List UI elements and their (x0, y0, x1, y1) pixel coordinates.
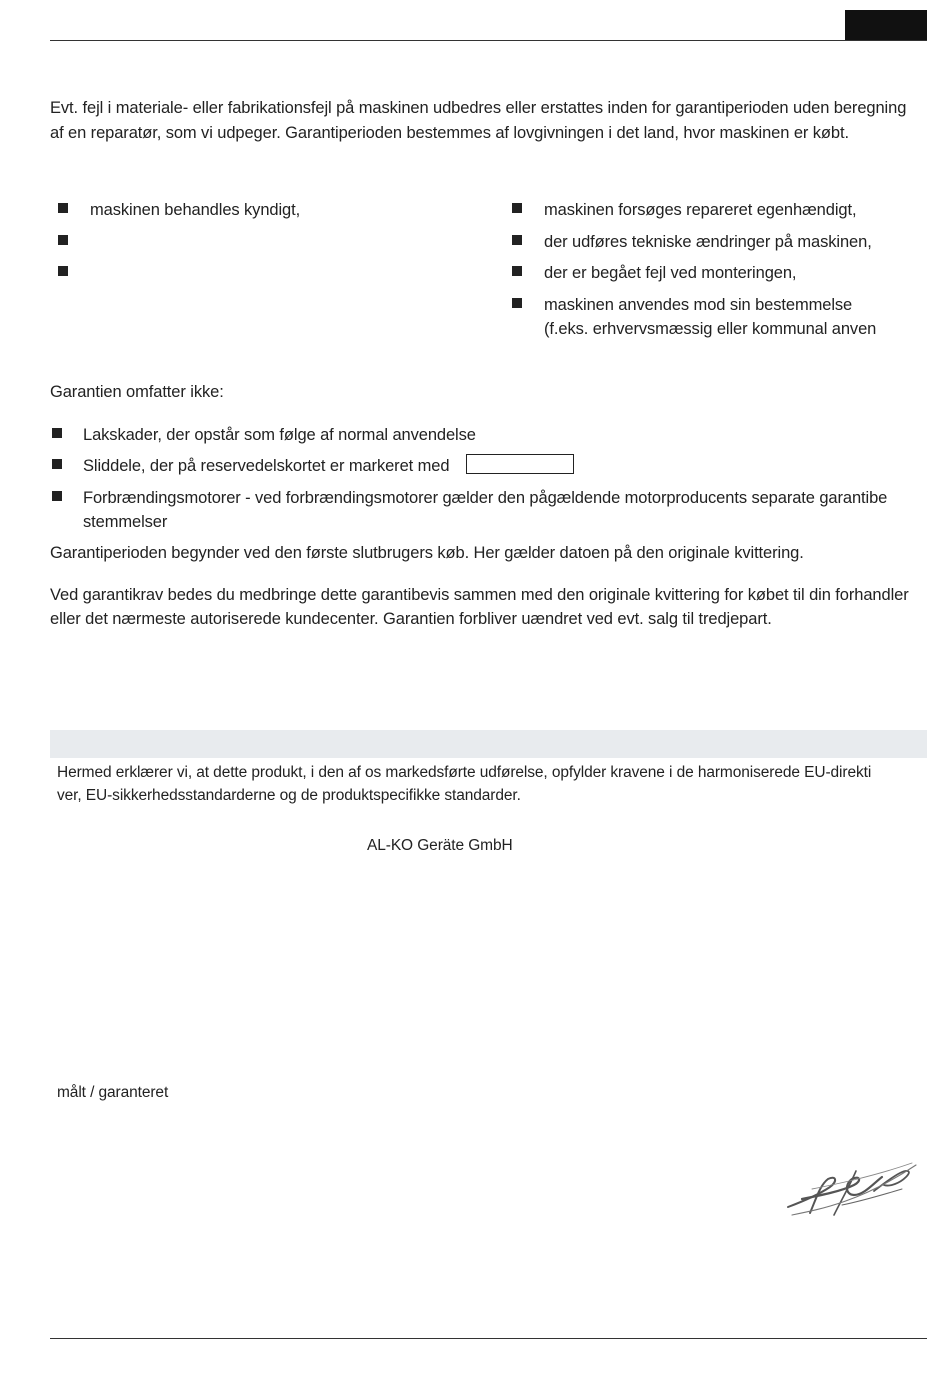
exclusion-3-cont: stemmelser (83, 513, 168, 531)
company-name: AL-KO Geräte GmbH (367, 837, 513, 854)
bullet-icon (512, 298, 522, 308)
bullet-icon (58, 203, 68, 213)
signature-icon (782, 1155, 922, 1225)
footer-rule (50, 1338, 927, 1339)
bullet-icon (52, 459, 62, 469)
bullet-icon (58, 235, 68, 245)
exclusion-1: Lakskader, der opstår som følge af normal anvendelse (83, 426, 476, 444)
warranty-intro-line-1: Evt. fejl i materiale- eller fabrikationsfejl på maskinen udbedres eller erstattes inden for garantiperioden uden beregning (50, 99, 907, 117)
measured-guaranteed-label: målt / garanteret (57, 1084, 169, 1101)
condition-left-1: maskinen behandles kyndigt, (90, 201, 301, 219)
warranty-period-start: Garantiperioden begynder ved den første slutbrugers køb. Her gælder datoen på den originale kvittering. (50, 544, 804, 562)
bullet-icon (512, 203, 522, 213)
condition-right-4-cont: (f.eks. erhvervsmæssig eller kommunal anven (544, 320, 877, 338)
bullet-icon (52, 428, 62, 438)
condition-right-1: maskinen forsøges repareret egenhændigt, (544, 201, 857, 219)
declaration-header-bar (50, 730, 927, 758)
warranty-claim-line-2: eller det nærmeste autoriserede kundecenter. Garantien forbliver uændret ved evt. salg til tredjepart. (50, 610, 772, 628)
declaration-line-1: Hermed erklærer vi, at dette produkt, i den af os markedsførte udførelse, opfylder kravene i de harmoniserede EU-direkti (57, 764, 872, 781)
wear-part-marker-box (466, 454, 574, 474)
condition-right-3: der er begået fejl ved monteringen, (544, 264, 797, 282)
declaration-line-2: ver, EU-sikkerhedsstandarderne og de produktspecifikke standarder. (57, 787, 521, 804)
condition-right-4: maskinen anvendes mod sin bestemmelse (544, 296, 853, 314)
warranty-claim-line-1: Ved garantikrav bedes du medbringe dette garantibevis sammen med den originale kvittering for købet til din forhandler (50, 586, 909, 604)
header-tab (845, 10, 927, 40)
bullet-icon (512, 266, 522, 276)
warranty-intro-line-2: af en reparatør, som vi udpeger. Garantiperioden bestemmes af lovgivningen i det land, hvor maskinen er købt. (50, 124, 849, 142)
bullet-icon (52, 491, 62, 501)
bullet-icon (58, 266, 68, 276)
condition-right-2: der udføres tekniske ændringer på maskinen, (544, 233, 872, 251)
exclusions-heading: Garantien omfatter ikke: (50, 383, 224, 401)
exclusion-3: Forbrændingsmotorer - ved forbrændingsmotorer gælder den pågældende motorproducents separate garantibe (83, 489, 888, 507)
exclusion-2: Sliddele, der på reservedelskortet er markeret med (83, 457, 450, 475)
bullet-icon (512, 235, 522, 245)
header-rule (50, 40, 927, 41)
